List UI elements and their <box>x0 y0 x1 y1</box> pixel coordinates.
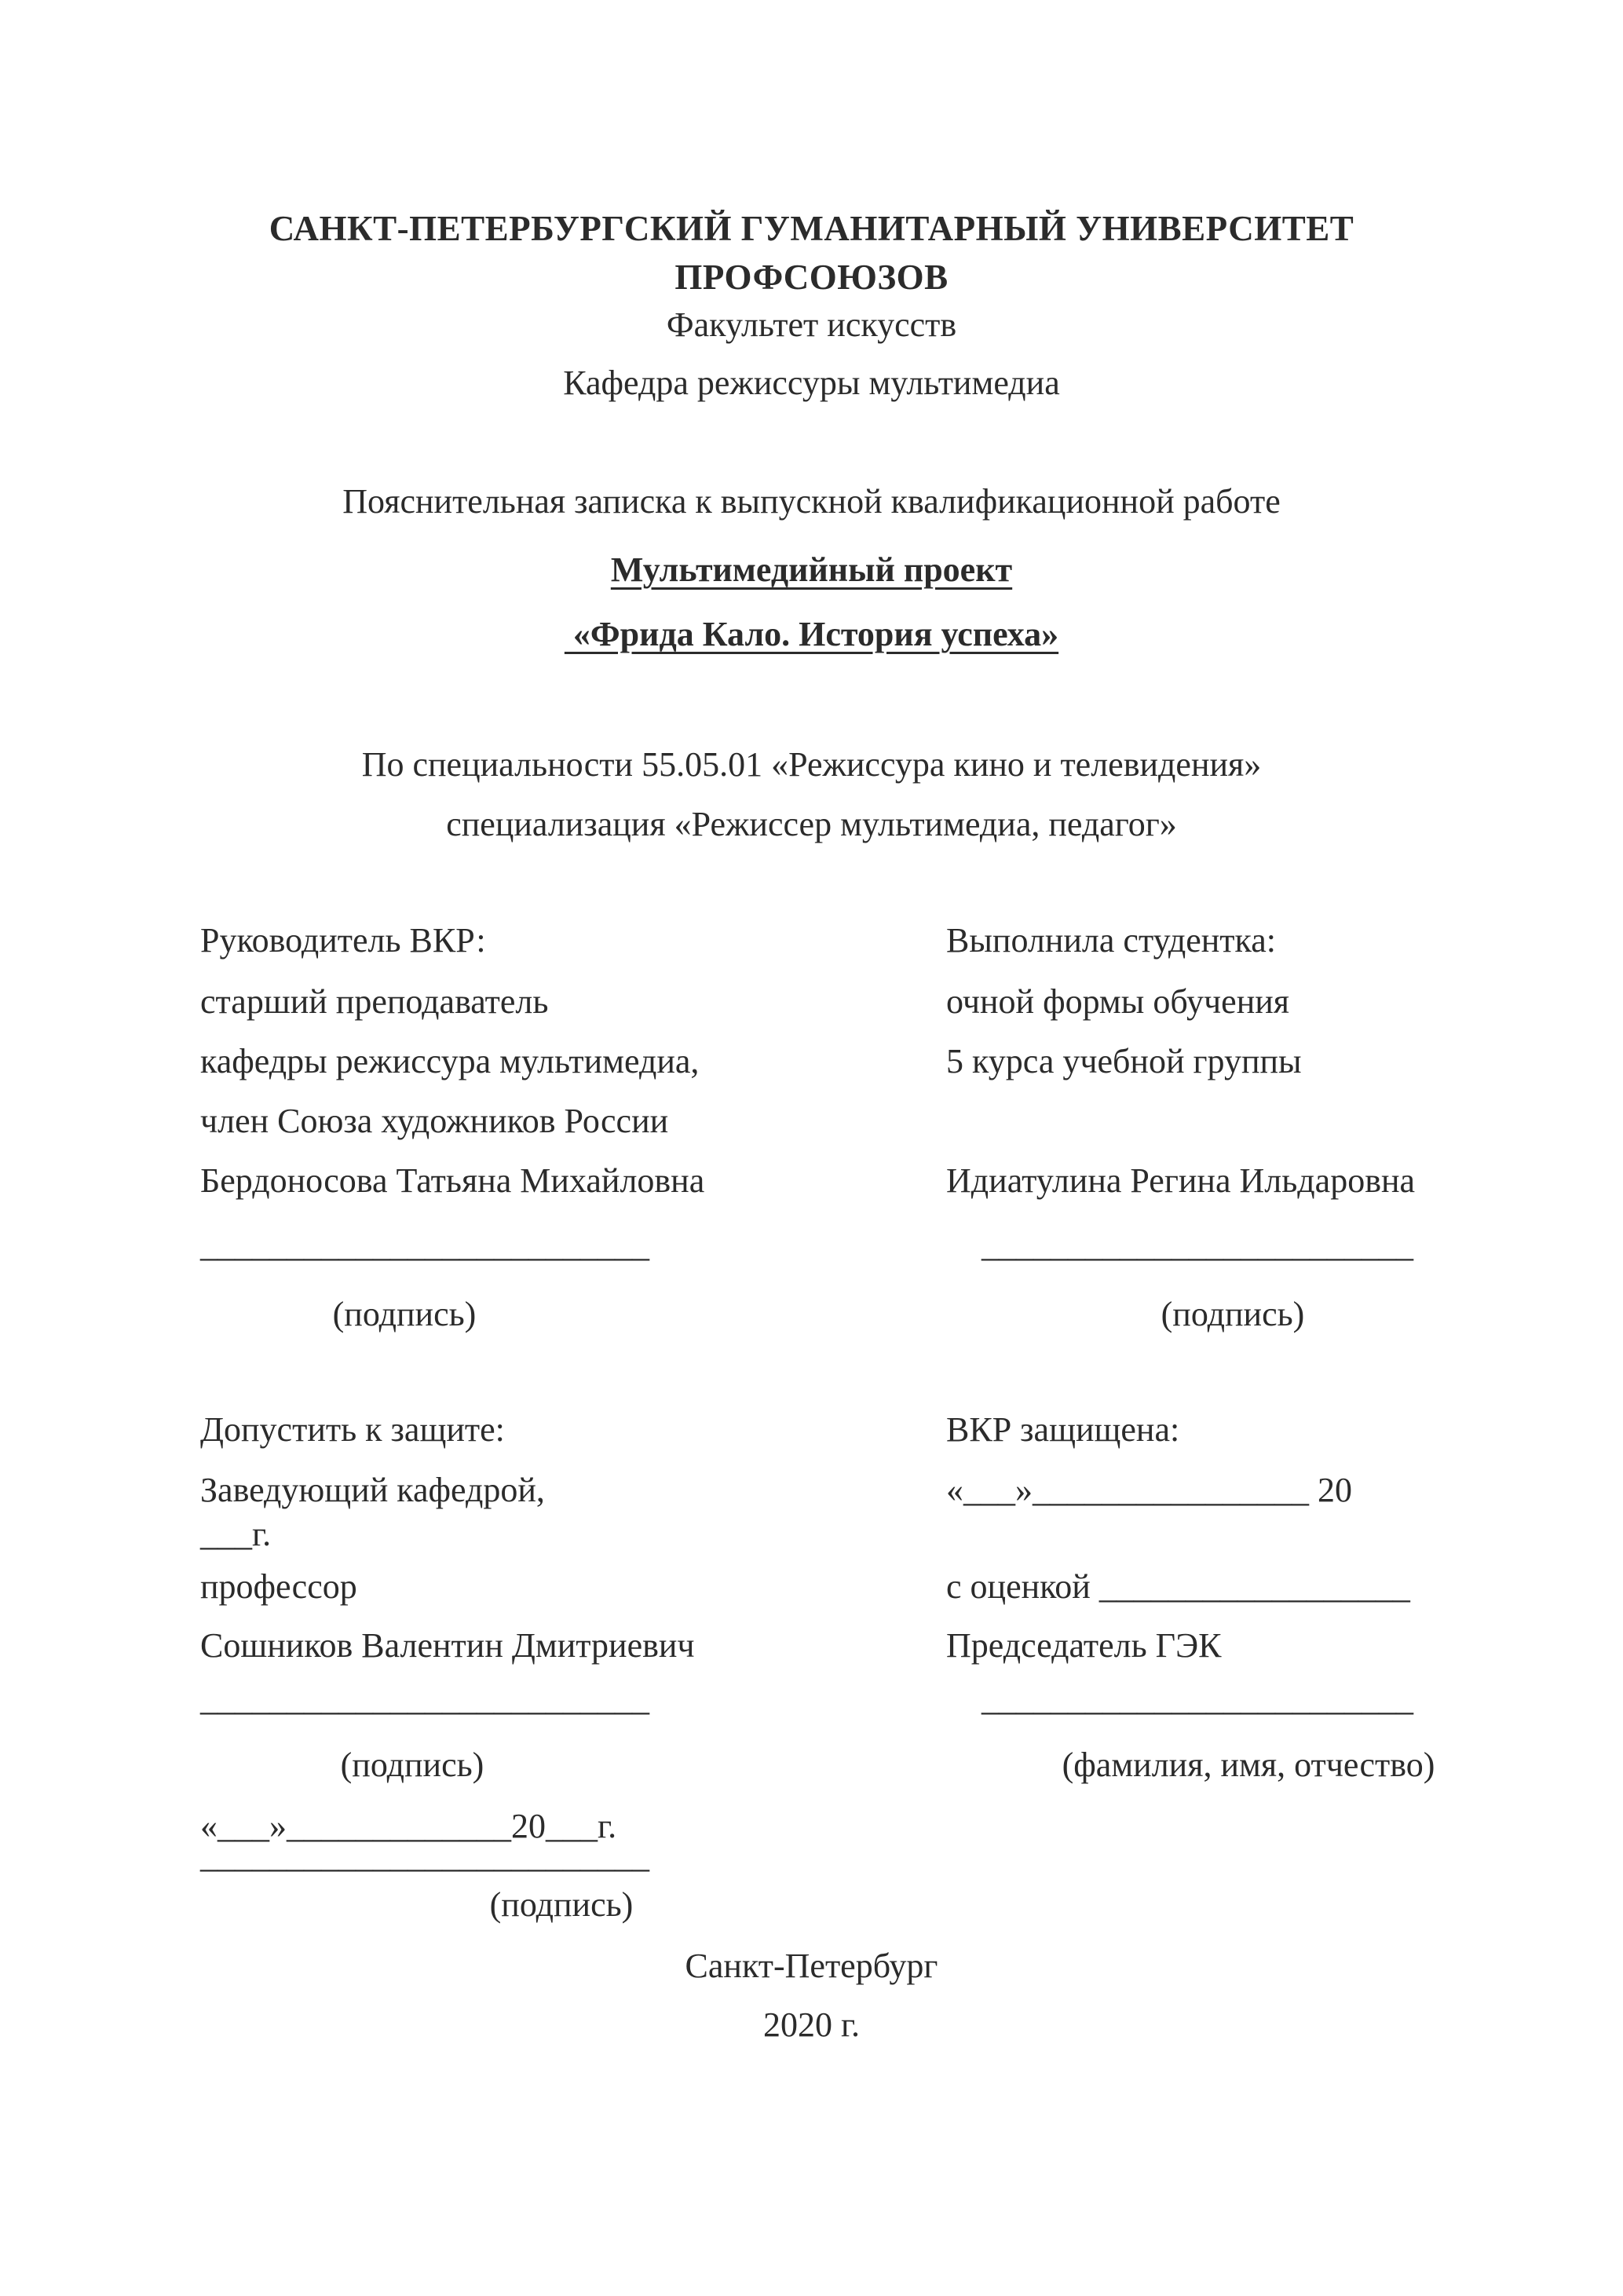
supervisor-signature-line: __________________________ <box>200 1226 649 1264</box>
admission-signature-caption-2: (подпись) <box>489 1885 634 1924</box>
project-type-wrap <box>0 550 1623 590</box>
student-label: Выполнила студентка: <box>946 921 1276 960</box>
admission-signature-line-2: __________________________ <box>200 1837 649 1875</box>
project-type-title: Мультимедийный проект <box>610 550 1013 589</box>
defense-grade-line: с оценкой __________________ <box>946 1567 1410 1606</box>
admission-date-line: «___»_____________20___г. <box>200 1807 617 1845</box>
supervisor-position-line-3: член Союза художников России <box>200 1102 669 1140</box>
student-signature-caption: (подпись) <box>1161 1295 1305 1333</box>
admission-signature-caption: (подпись) <box>340 1746 484 1784</box>
defense-signature-line: _________________________ <box>981 1680 1413 1718</box>
defense-date-line: «___»________________ 20 <box>946 1471 1352 1509</box>
admission-signature-line: __________________________ <box>200 1680 649 1718</box>
footer-year: 2020 г. <box>762 2005 861 2044</box>
department-line: Кафедра режиссуры мультимедиа <box>563 364 1060 402</box>
supervisor-position-line-1: старший преподаватель <box>200 982 549 1021</box>
specialty-line-1: По специальности 55.05.01 «Режиссура кино и телевидения» <box>361 745 1262 784</box>
project-title: «Фрида Кало. История успеха» <box>564 615 1059 653</box>
student-study-form: очной формы обучения <box>946 982 1290 1021</box>
admission-year-stub: ___г. <box>200 1515 272 1553</box>
supervisor-position-line-2: кафедры режиссура мультимедиа, <box>200 1042 700 1080</box>
defense-signature-caption: (фамилия, имя, отчество) <box>1062 1746 1435 1784</box>
university-title-wrap <box>0 204 1623 302</box>
admission-head-line: Заведующий кафедрой, <box>200 1471 545 1509</box>
admission-rank-line: профессор <box>200 1567 357 1606</box>
project-title-wrap <box>0 614 1623 654</box>
thesis-note-line: Пояснительная записка к выпускной квалификационной работе <box>342 482 1281 521</box>
student-signature-line: _________________________ <box>981 1226 1413 1264</box>
supervisor-signature-caption: (подпись) <box>332 1295 477 1333</box>
supervisor-label: Руководитель ВКР: <box>200 921 486 960</box>
student-name: Идиатулина Регина Ильдаровна <box>946 1161 1416 1200</box>
faculty-line: Факультет искусств <box>666 305 957 344</box>
student-course-line: 5 курса учебной группы <box>946 1042 1302 1080</box>
footer-city: Санкт-Петербург <box>685 1947 938 1985</box>
university-title: САНКТ-ПЕТЕРБУРГСКИЙ ГУМАНИТАРНЫЙ УНИВЕРСИТЕТ ПРОФСОЮЗОВ <box>269 209 1354 297</box>
admission-title: Допустить к защите: <box>200 1410 505 1449</box>
specialty-line-2: специализация «Режиссер мультимедиа, педагог» <box>446 805 1177 843</box>
defense-title: ВКР защищена: <box>946 1410 1180 1449</box>
defense-chair-label: Председатель ГЭК <box>946 1626 1222 1665</box>
admission-head-name: Сошников Валентин Дмитриевич <box>200 1626 695 1665</box>
supervisor-name: Бердоносова Татьяна Михайловна <box>200 1161 705 1200</box>
